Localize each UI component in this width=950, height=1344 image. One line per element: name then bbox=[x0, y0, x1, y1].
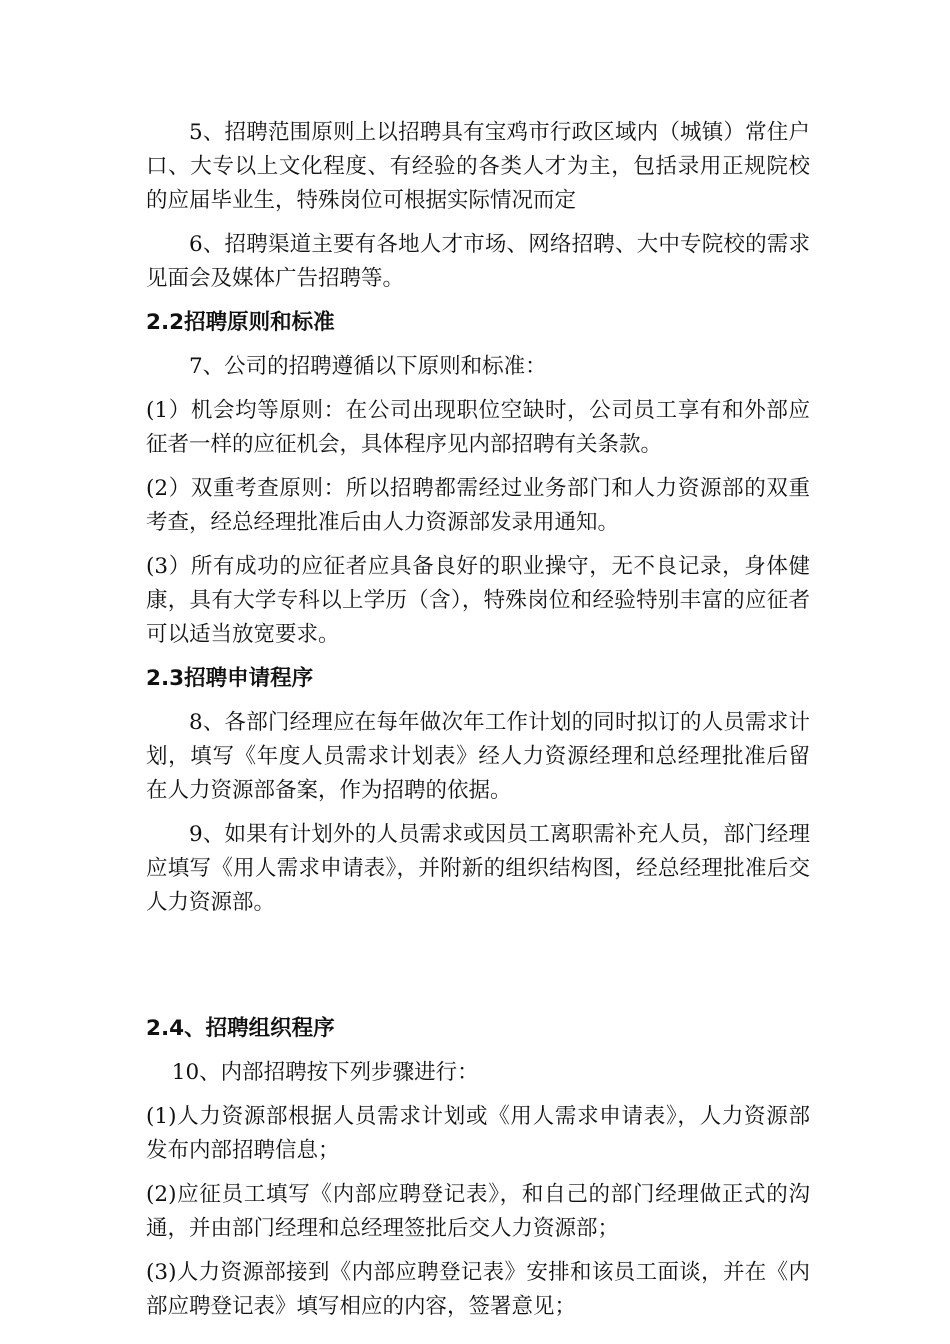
list-item: (1)人力资源部根据人员需求计划或《用人需求申请表》，人力资源部发布内部招聘信息； bbox=[146, 1104, 810, 1163]
section-heading-2-3: 2.3招聘申请程序 bbox=[146, 666, 314, 691]
paragraph-7: 7、公司的招聘遵循以下原则和标准： bbox=[189, 354, 547, 379]
list-item: (1）机会均等原则：在公司出现职位空缺时，公司员工享有和外部应征者一样的应征机会，具体程序见内部招聘有关条款。 bbox=[146, 398, 810, 457]
section-heading-2-2: 2.2招聘原则和标准 bbox=[146, 310, 335, 335]
paragraph-5: 5、招聘范围原则上以招聘具有宝鸡市行政区域内（城镇）常住户口、大专以上文化程度、有经验的各类人才为主，包括录用正规院校的应届毕业生，特殊岗位可根据实际情况而定 bbox=[146, 120, 810, 213]
paragraph-8: 8、各部门经理应在每年做次年工作计划的同时拟订的人员需求计划，填写《年度人员需求计划表》经人力资源经理和总经理批准后留在人力资源部备案，作为招聘的依据。 bbox=[146, 710, 810, 803]
list-item: (2）双重考查原则：所以招聘都需经过业务部门和人力资源部的双重考查，经总经理批准后由人力资源部发录用通知。 bbox=[146, 476, 810, 535]
blank-space bbox=[146, 930, 810, 1012]
list-item: (3）所有成功的应征者应具备良好的职业操守，无不良记录，身体健康，具有大学专科以上学历（含），特殊岗位和经验特别丰富的应征者可以适当放宽要求。 bbox=[146, 554, 810, 647]
list-item: (3)人力资源部接到《内部应聘登记表》安排和该员工面谈，并在《内部应聘登记表》填写相应的内容，签署意见； bbox=[146, 1260, 810, 1319]
section-heading-2-4: 2.4、招聘组织程序 bbox=[146, 1016, 335, 1041]
paragraph-10: 10、内部招聘按下列步骤进行： bbox=[171, 1060, 479, 1085]
document-body bbox=[146, 116, 810, 1334]
paragraph-6: 6、招聘渠道主要有各地人才市场、网络招聘、大中专院校的需求见面会及媒体广告招聘等。 bbox=[146, 232, 810, 291]
list-item: (2)应征员工填写《内部应聘登记表》，和自己的部门经理做正式的沟通，并由部门经理和总经理签批后交人力资源部； bbox=[146, 1182, 810, 1241]
paragraph-9: 9、如果有计划外的人员需求或因员工离职需补充人员，部门经理应填写《用人需求申请表》，并附新的组织结构图，经总经理批准后交人力资源部。 bbox=[146, 822, 810, 915]
